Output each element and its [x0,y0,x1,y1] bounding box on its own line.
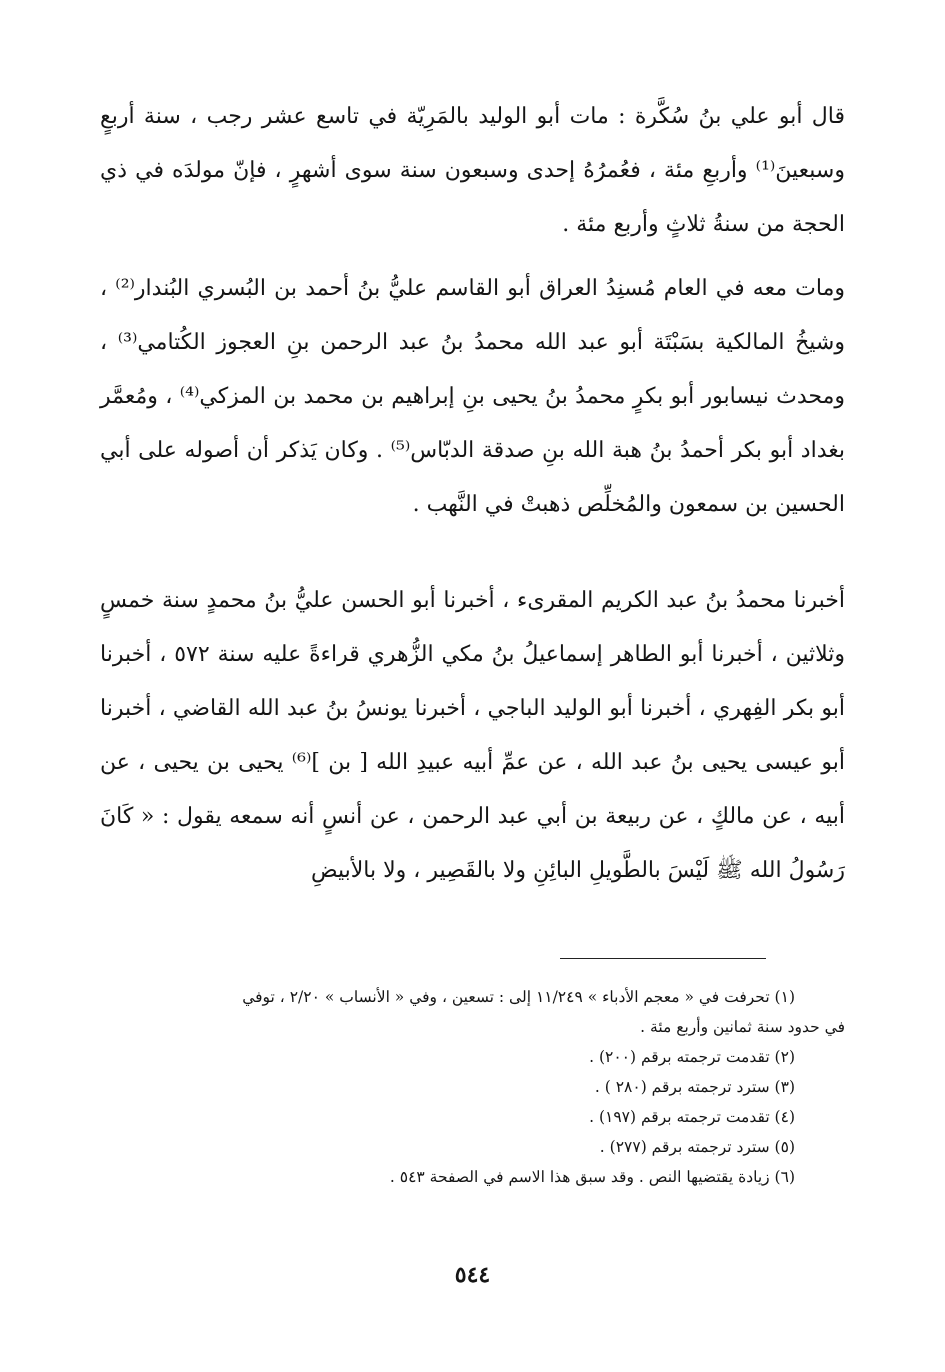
footnote-1: (١) تحرفت في « معجم الأدباء » ١١/٢٤٩ إلى : تسعين ، وفي « الأنساب » ٢/٢٠ ، توفي [242,988,795,1006]
footnote-2: (٢) تقدمت ترجمته برقم (٢٠٠) . [589,1048,795,1066]
paragraph-3: أخبرنا محمدُ بنُ عبد الكريم المقرىء ، أخبرنا أبو الحسن عليُّ بنُ محمدٍ سنة خمسٍ وثلاثين ، أخبرنا أبو الطاهر إسماعيلُ بنُ مكي الزُّهري قراءةً عليه سنة ٥٧٢ ، أخبرنا أبو بكر الفِهري ، أخبرنا أبو الوليد الباجي ، أخبرنا يونسُ بنُ عبد الله القاضي ، أخبرنا أبو عيسى يحيى بنُ عبد الله ، عن عمِّ أبيه عبيدِ الله [ بن ]⁽⁶⁾ يحيى بن يحيى ، عن أبيه ، عن مالكٍ ، عن ربيعة بن أبي عبد الرحمن ، عن أنسٍ أنه سمعه يقول : « كَانَ رَسُولُ الله ﷺ لَيْسَ بالطَّويلِ البائِنِ ولا بالقَصِير ، ولا بالأبيضِ [100,588,846,883]
footnote-divider [560,958,766,959]
paragraph-1: قال أبو علي بنُ سُكَّرة : مات أبو الوليد بالمَرِيّة في تاسع عشر رجب ، سنة أربعٍ وسبعينَ⁽¹⁾ وأربعِ مئة ، فعُمرُهُ إحدى وسبعون سنة سوى أشهرٍ ، فإنّ مولدَه في ذي الحجة من سنةُ ثلاثٍ وأربع مئة . [100,104,845,237]
footnotes [100,982,845,1192]
footnote-1-continued: في حدود سنة ثمانين وأربع مئة . [640,1018,845,1036]
footnote-4: (٤) تقدمت ترجمته برقم (١٩٧) . [589,1108,795,1126]
paragraph-2: ومات معه في العام مُسنِدُ العراق أبو القاسم عليُّ بنُ أحمد بن البُسري البُندار⁽²⁾ ، وشيخُ المالكية بسَبْتَة أبو عبد الله محمدُ بنُ عبد الرحمن بنِ العجوز الكُتامي⁽³⁾ ، ومحدث نيسابور أبو بكرٍ محمدُ بنُ يحيى بنِ إبراهيم بن محمد بن المزكي⁽⁴⁾ ، ومُعمَّر بغداد أبو بكر أحمدُ بنُ هبة الله بنِ صدقة الدبّاس⁽⁵⁾ . وكان يَذكر أن أصوله على أبي الحسين بن سمعون والمُخلِّص ذهبتْ في النَّهب . [100,276,845,517]
page-number: ٥٤٤ [454,1262,491,1288]
footnote-3: (٣) سترد ترجمته برقم (٢٨٠ ) . [594,1078,795,1096]
footnote-5: (٥) سترد ترجمته برقم (٢٧٧) . [599,1138,795,1156]
footnote-6: (٦) زيادة يقتضيها النص . وقد سبق هذا الاسم في الصفحة ٥٤٣ . [389,1168,795,1186]
